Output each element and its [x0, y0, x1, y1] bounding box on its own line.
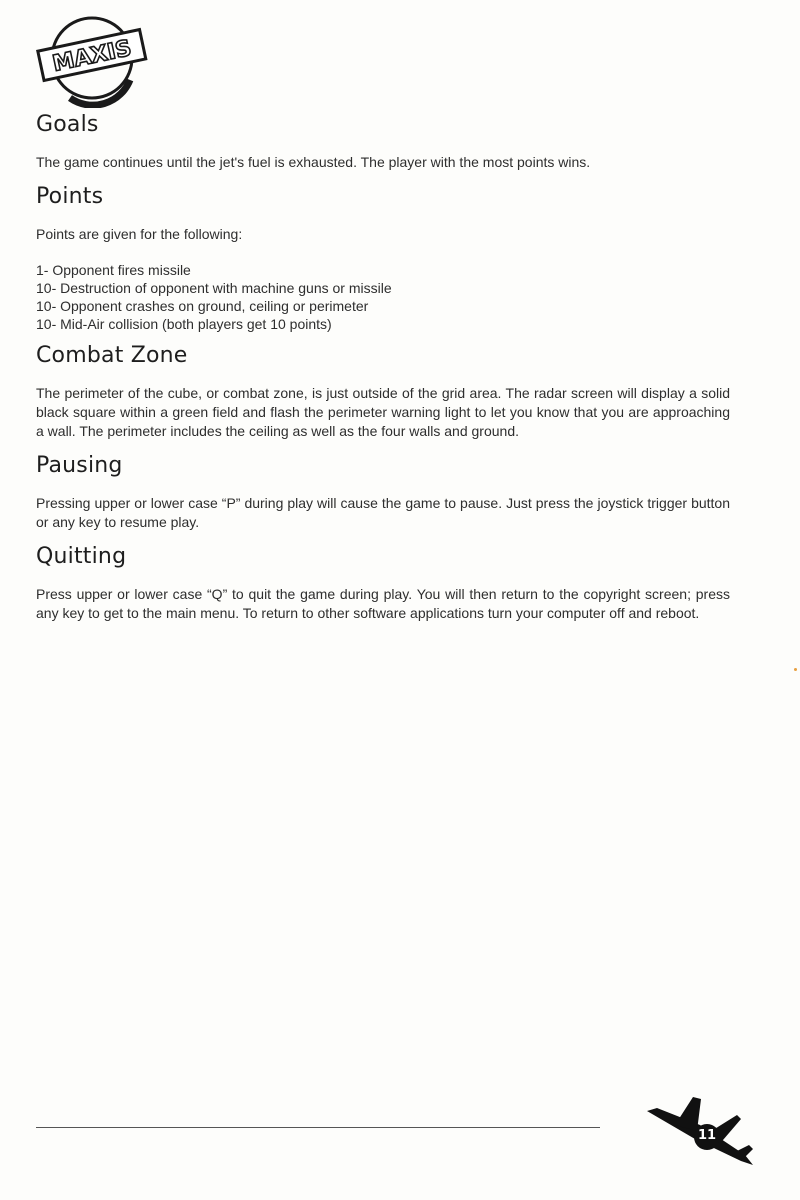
heading-goals: Goals	[36, 112, 99, 137]
list-item: 10- Destruction of opponent with machine guns or missile	[36, 280, 392, 296]
page-number: 11	[697, 1128, 717, 1143]
section-combat-zone	[36, 343, 730, 441]
section-points	[36, 184, 730, 333]
section-pausing	[36, 453, 730, 532]
points-intro: Points are given for the following:	[36, 226, 243, 242]
quitting-paragraph: Press upper or lower case “Q” to quit the game during play. You will then return to the copyright screen; press any key to get to the main menu. To return to other software applications turn your computer off and reboot.	[36, 586, 730, 621]
heading-points: Points	[36, 184, 104, 209]
combat-zone-paragraph: The perimeter of the cube, or combat zone, is just outside of the grid area. The radar screen will display a solid black square within a green field and flash the perimeter warning light to let you know that you are approaching a wall. The perimeter includes the ceiling as well as the four walls and ground.	[36, 385, 730, 439]
heading-combat-zone: Combat Zone	[36, 343, 188, 368]
points-list	[36, 261, 730, 333]
logo-text: MAXIS	[50, 35, 134, 78]
list-item: 10- Mid-Air collision (both players get 10 points)	[36, 316, 332, 332]
maxis-logo	[30, 8, 150, 108]
heading-quitting: Quitting	[36, 544, 127, 569]
list-item: 1- Opponent fires missile	[36, 262, 191, 278]
goals-paragraph: The game continues until the jet's fuel is exhausted. The player with the most points wins.	[36, 154, 591, 170]
list-item: 10- Opponent crashes on ground, ceiling or perimeter	[36, 298, 369, 314]
section-quitting	[36, 544, 730, 623]
paper-speck	[794, 668, 797, 671]
heading-pausing: Pausing	[36, 453, 123, 478]
page-content	[36, 112, 730, 635]
section-goals	[36, 112, 730, 172]
pausing-paragraph: Pressing upper or lower case “P” during play will cause the game to pause. Just press the joystick trigger button or any key to resume play.	[36, 495, 730, 530]
footer-rule	[36, 1127, 600, 1128]
